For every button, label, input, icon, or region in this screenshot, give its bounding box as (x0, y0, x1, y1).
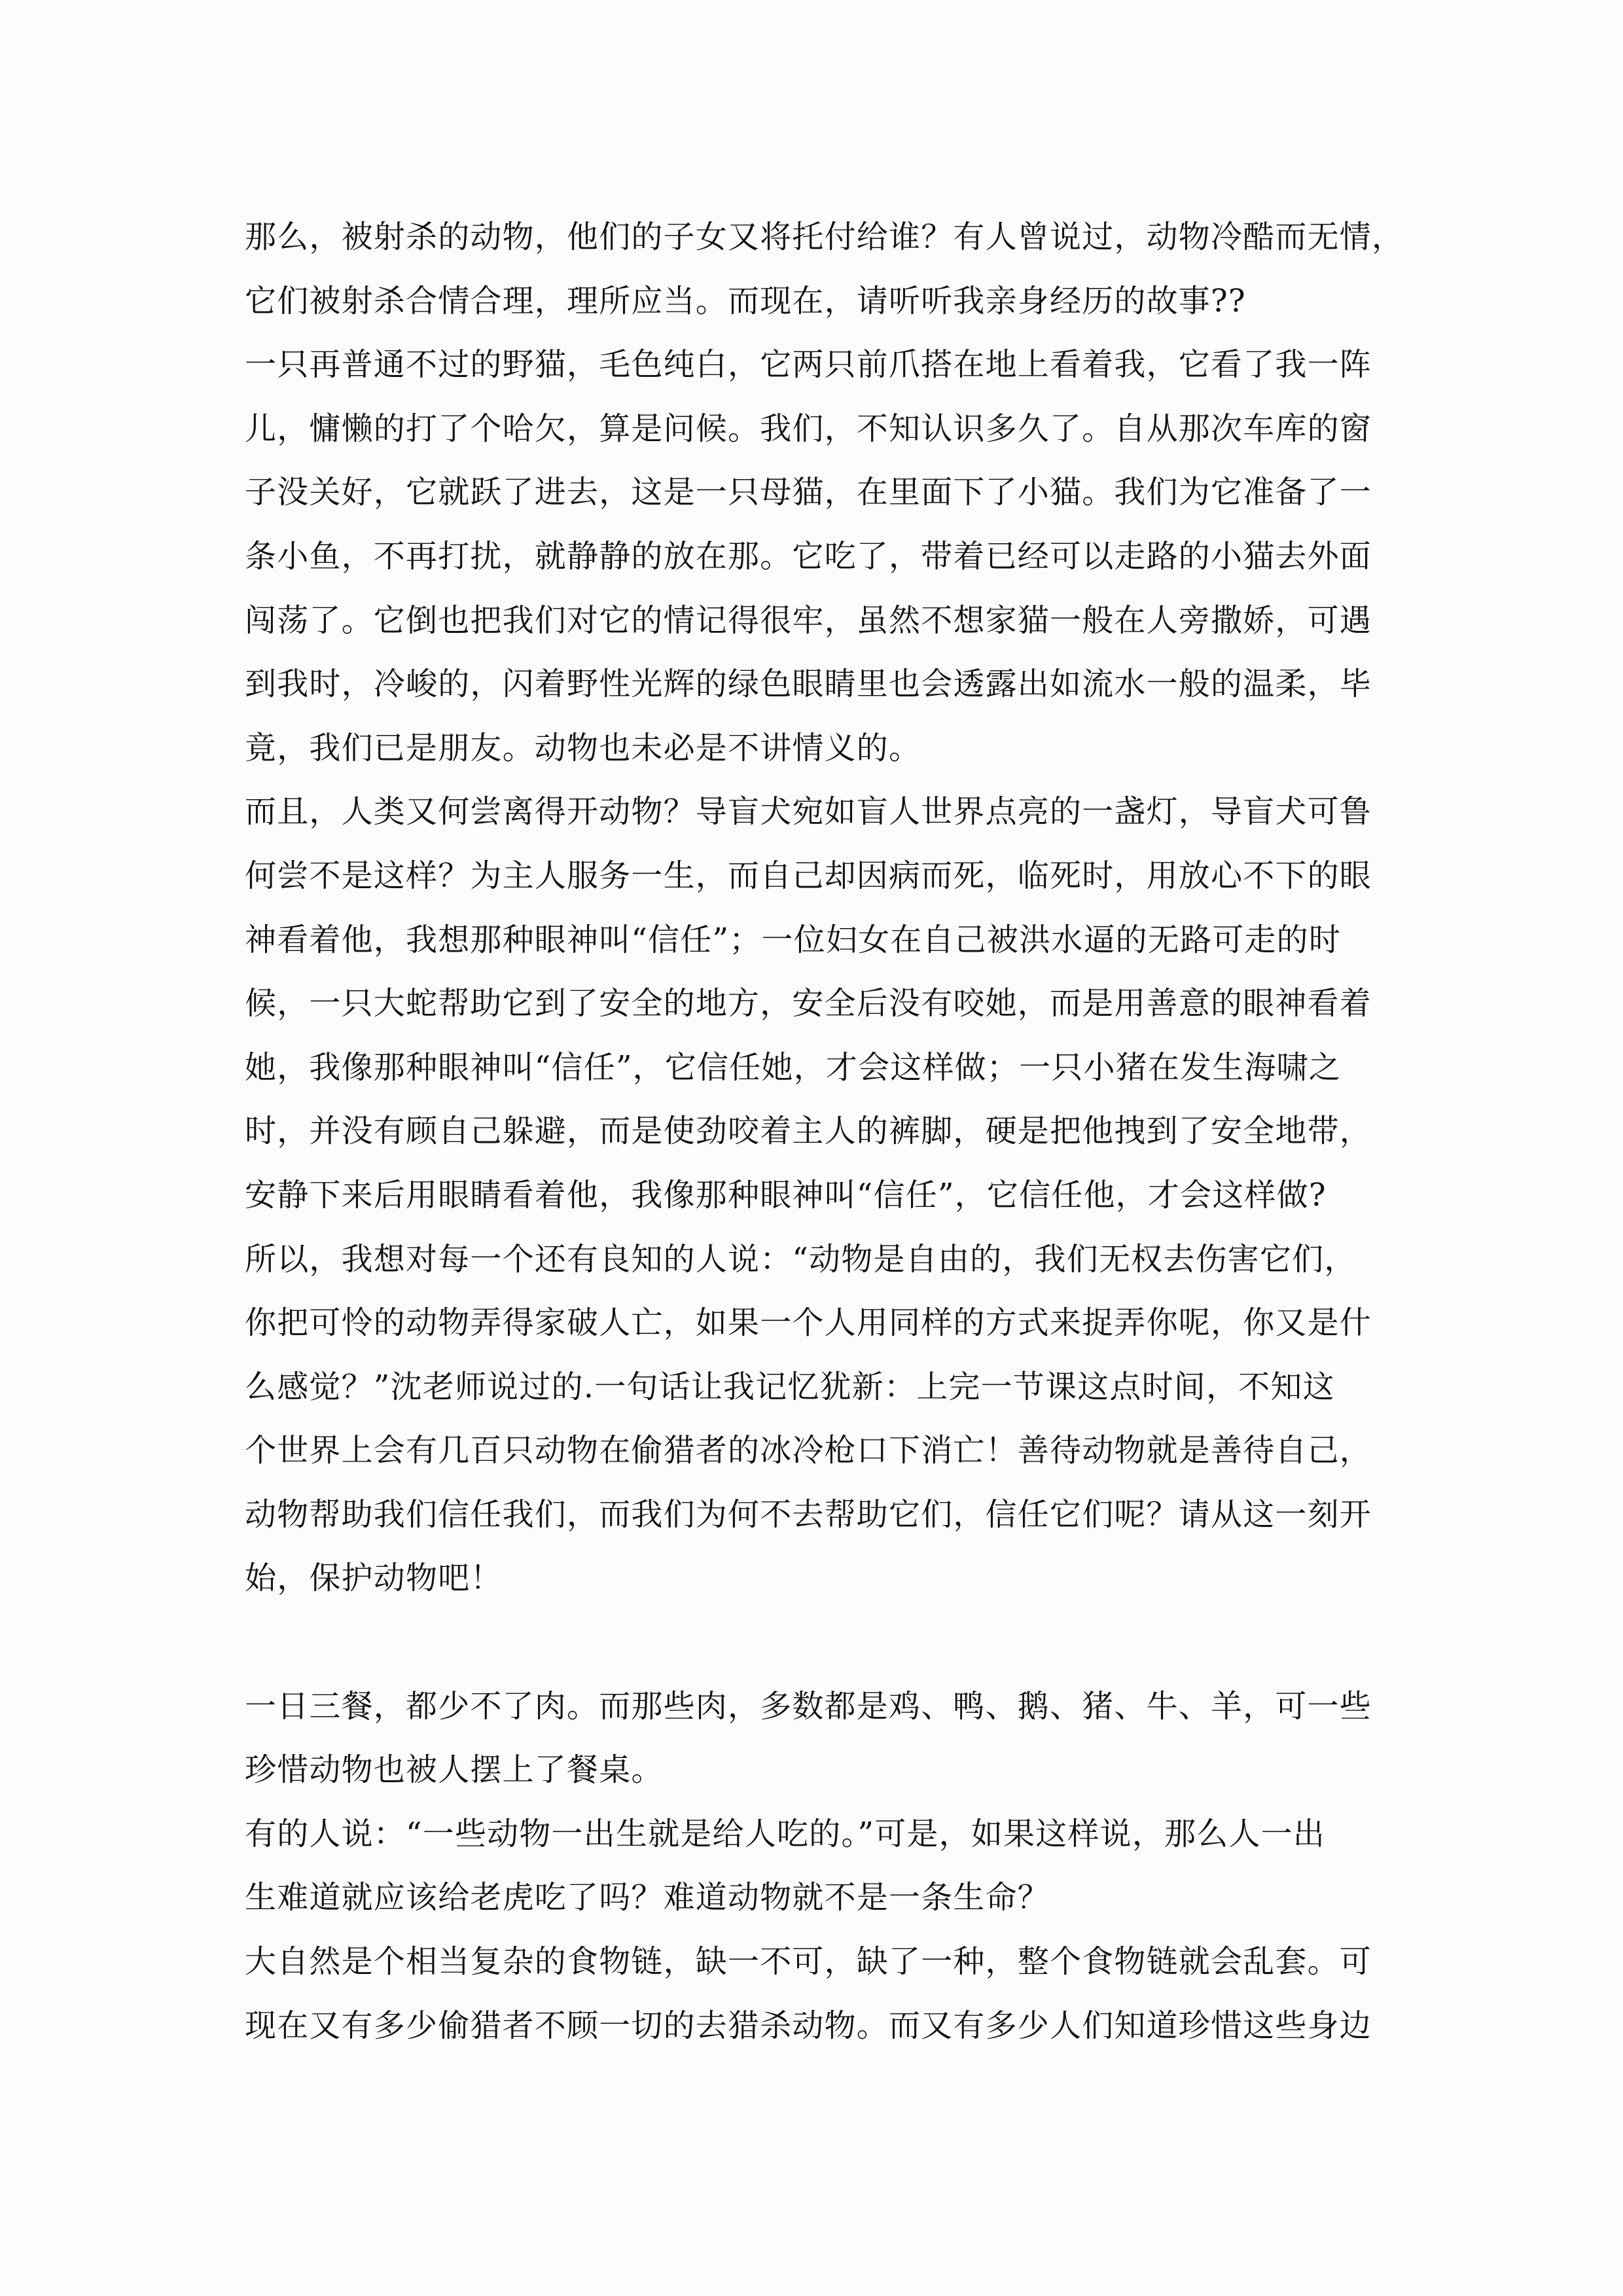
text-line: 一日三餐，都少不了肉。而那些肉，多数都是鸡、鸭、鹅、猪、牛、羊，可一些 (245, 1687, 1372, 1725)
text-line: 神看着他，我想那种眼神叫“信任”；一位妇女在自己被洪水逼的无路可走的时 (245, 921, 1342, 958)
text-line: 生难道就应该给老虎吃了吗？难道动物就不是一条生命？ (245, 1879, 1050, 1916)
text-line: 一只再普通不过的野猫，毛色纯白，它两只前爪搭在地上看着我，它看了我一阵 (245, 346, 1372, 384)
text-line: 有的人说：“一些动物一出生就是给人吃的。”可是，如果这样说，那么人一出 (245, 1815, 1326, 1852)
section-1 (245, 206, 1404, 1611)
body-text (245, 206, 1404, 2058)
text-line: 到我时，冷峻的，闪着野性光辉的绿色眼睛里也会透露出如流水一般的温柔，毕 (245, 666, 1372, 703)
paragraph-animal-trust (245, 780, 1397, 1227)
text-line: 而且，人类又何尝离得开动物？导盲犬宛如盲人世界点亮的一盏灯，导盲犬可鲁 (245, 793, 1372, 831)
paragraph-wild-cat-story (245, 333, 1397, 780)
text-line: 安静下来后用眼睛看着他，我像那种眼神叫“信任”，它信任他，才会这样做? (245, 1176, 1327, 1213)
text-line: 时，并没有顾自己躲避，而是使劲咬着主人的裤脚，硬是把他拽到了安全地带， (245, 1113, 1372, 1150)
text-line: 大自然是个相当复杂的食物链，缺一不可，缺了一种，整个食物链就会乱套。可 (245, 1943, 1372, 1981)
text-line: 闯荡了。它倒也把我们对它的情记得很牢，虽然不想家猫一般在人旁撒娇，可遇 (245, 601, 1372, 639)
text-line: 儿，慵懒的打了个哈欠，算是问候。我们，不知认识多久了。自从那次车库的窗 (245, 410, 1372, 447)
text-line: 现在又有多少偷猎者不顾一切的去猎杀动物。而又有多少人们知道珍惜这些身边 (245, 2007, 1372, 2044)
paragraph-conclusion (245, 1228, 1397, 1611)
text-line: 竟，我们已是朋友。动物也未必是不讲情义的。 (245, 729, 921, 766)
text-line: 你把可怜的动物弄得家破人亡，如果一个人用同样的方式来捉弄你呢，你又是什 (245, 1304, 1372, 1342)
text-line: 珍惜动物也被人摆上了餐桌。 (245, 1751, 664, 1789)
section-spacer (245, 1611, 1397, 1675)
text-line: 条小鱼，不再打扰，就静静的放在那。它吃了，带着已经可以走路的小猫去外面 (245, 537, 1372, 575)
text-line: 那么，被射杀的动物，他们的子女又将托付给谁？有人曾说过，动物冷酷而无情， (245, 219, 1404, 255)
text-line: 始，保护动物吧！ (245, 1560, 503, 1597)
text-line: 所以，我想对每一个还有良知的人说：“动物是自由的，我们无权去伤害它们， (245, 1240, 1357, 1278)
text-line: 候，一只大蛇帮助它到了安全的地方，安全后没有咬她，而是用善意的眼神看着 (245, 985, 1372, 1022)
paragraph-born-to-be-eaten (245, 1803, 1397, 1930)
section-2 (245, 1675, 1397, 2058)
text-line: 子没关好，它就跃了进去，这是一只母猫，在里面下了小猫。我们为它准备了一 (245, 474, 1372, 511)
text-line: 她，我像那种眼神叫“信任”，它信任她，才会这样做；一只小猪在发生海啸之 (245, 1049, 1342, 1086)
paragraph-food-chain (245, 1930, 1397, 2058)
text-line: 个世界上会有几百只动物在偷猎者的冰冷枪口下消亡！善待动物就是善待自己， (245, 1432, 1372, 1469)
paragraph-meals (245, 1675, 1397, 1803)
text-line: 么感觉？”沈老师说过的.一句话让我记忆犹新：上完一节课这点时间，不知这 (245, 1368, 1335, 1405)
text-line: 何尝不是这样？为主人服务一生，而自己却因病而死，临死时，用放心不下的眼 (245, 857, 1372, 894)
text-line: 动物帮助我们信任我们，而我们为何不去帮助它们，信任它们呢？请从这一刻开 (245, 1496, 1372, 1533)
text-line: 它们被射杀合情合理，理所应当。而现在，请听听我亲身经历的故事?? (245, 282, 1246, 319)
paragraph-intro (245, 206, 1404, 333)
